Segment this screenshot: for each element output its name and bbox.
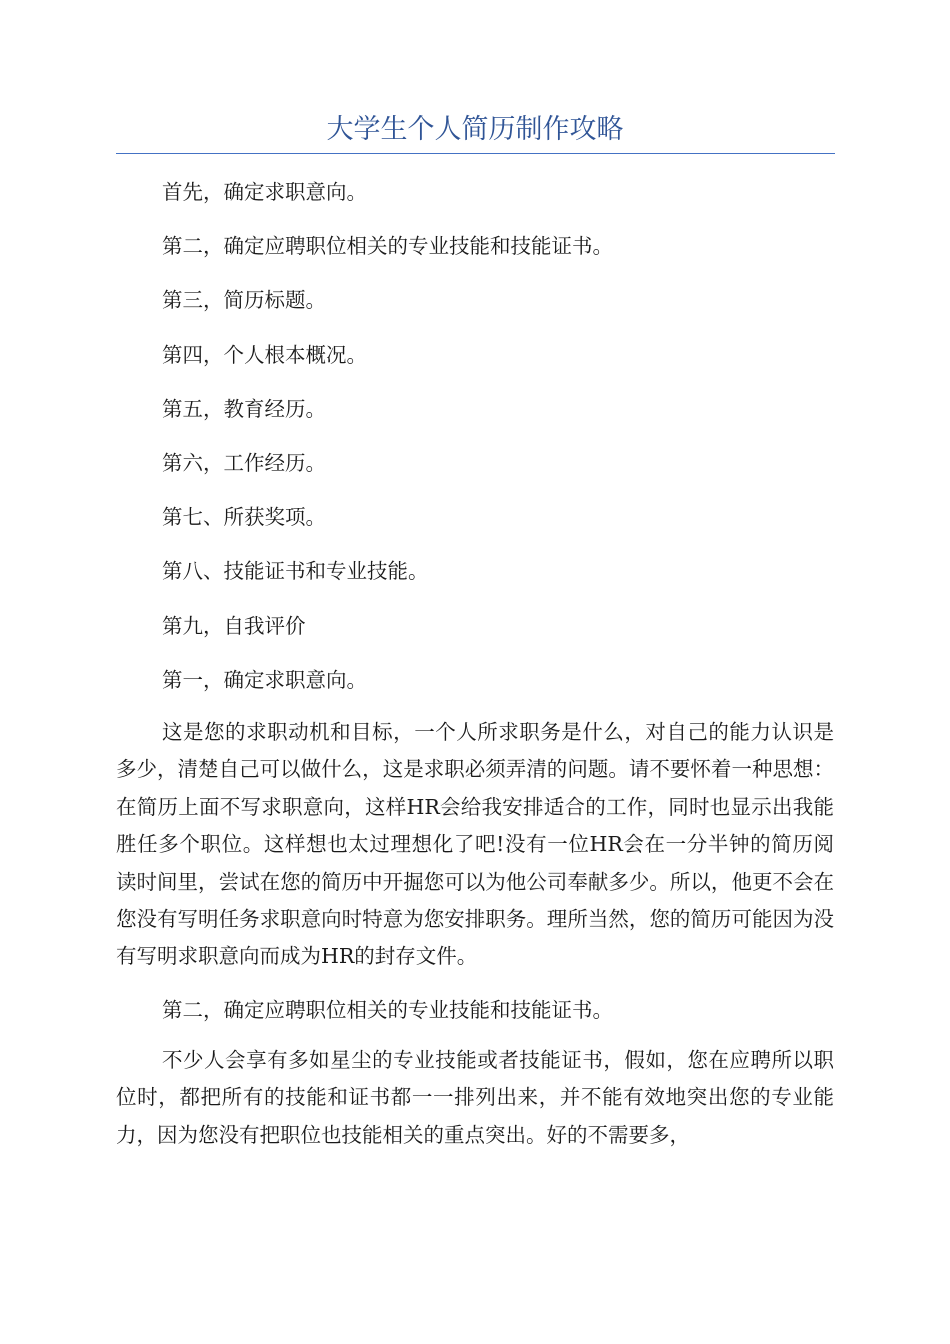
outline-item: 第四，个人根本概况。 [162, 342, 367, 367]
section-heading: 第二，确定应聘职位相关的专业技能和技能证书。 [162, 997, 613, 1022]
outline-item: 第九，自我评价 [162, 613, 306, 638]
outline-item: 第七、所获奖项。 [162, 505, 326, 530]
section-heading: 第一，确定求职意向。 [162, 667, 367, 692]
outline-item: 首先，确定求职意向。 [162, 180, 367, 204]
section1-paragraph: 这是您的求职动机和目标，一个人所求职务是什么，对自己的能力认识是多少，清楚自己可以做什么，这是求职必须弄清的问题。请不要怀着一种思想：在简历上面不写求职意向，这样HR会给我安排适合的工作，同时也显示出我能胜任多个职位。这样想也太过理想化了吧!没有一位HR会在一分半钟的简历阅读时间里，尝试在您的简历中开掘您可以为他公司奉献多少。所以，他更不会在您没有写明任务求职意向时特意为您安排职务。理所当然，您的简历可能因为没有写明求职意向而成为HR的封存文件。 [116, 719, 834, 969]
outline-item: 第八、技能证书和专业技能。 [162, 559, 429, 584]
document-body [116, 172, 834, 1168]
document-title: 大学生个人简历制作攻略 [326, 114, 624, 145]
outline-item: 第三，简历标题。 [162, 288, 326, 313]
outline-item: 第二，确定应聘职位相关的专业技能和技能证书。 [162, 234, 613, 259]
title-underline [116, 153, 835, 154]
outline-item: 第五，教育经历。 [162, 396, 326, 421]
outline-item: 第六，工作经历。 [162, 450, 326, 475]
section2-paragraph: 不少人会享有多如星尘的专业技能或者技能证书，假如，您在应聘所以职位时，都把所有的技能和证书都一一排列出来，并不能有效地突出您的专业能力，因为您没有把职位也技能相关的重点突出。好的不需要多， [116, 1047, 834, 1147]
